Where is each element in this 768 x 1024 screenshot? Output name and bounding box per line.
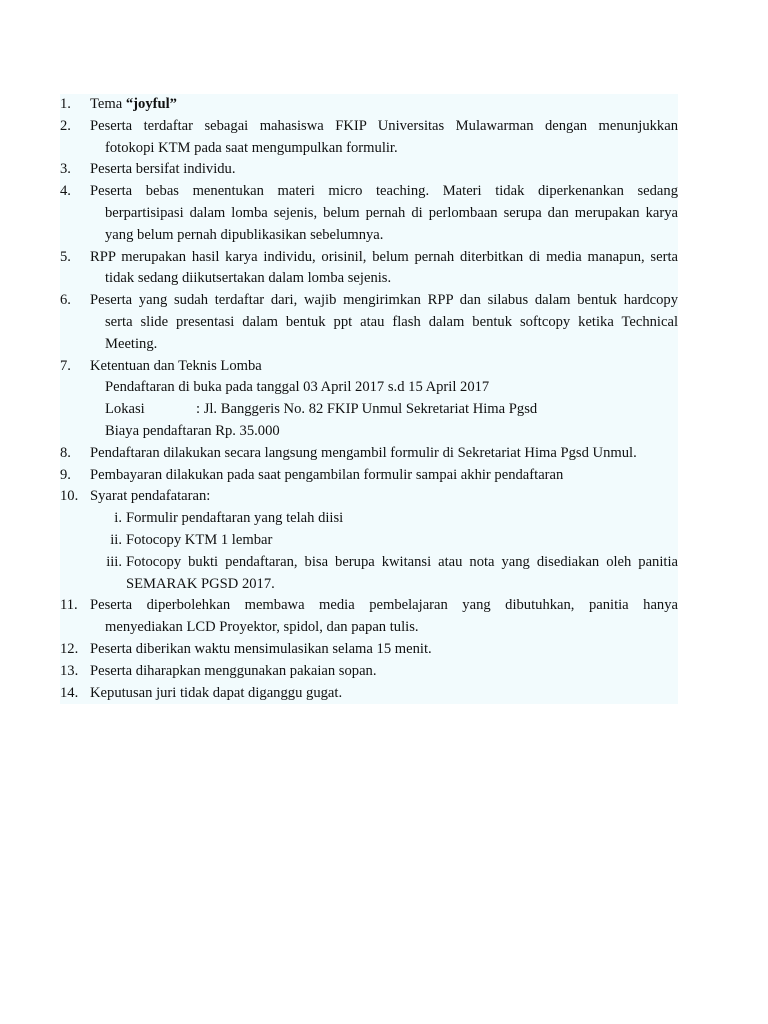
list-item-11 [60, 595, 678, 639]
item-number: 1. [60, 96, 71, 112]
list-item-1 [60, 94, 678, 116]
list-item-9 [60, 465, 678, 487]
list-item-14 [60, 683, 678, 705]
item-text: Peserta terdaftar sebagai mahasiswa FKIP Universitas Mulawarman dengan menunjukkan [90, 117, 678, 134]
registration-fee: Biaya pendaftaran Rp. 35.000 [105, 422, 280, 439]
item-number: 8. [60, 444, 71, 461]
list-item-5 [60, 247, 678, 291]
sub-item-number: i. [114, 510, 122, 527]
list-item-12 [60, 639, 678, 661]
list-item-2 [60, 116, 678, 160]
sub-item-text: Formulir pendaftaran yang telah diisi [126, 510, 344, 527]
item-text-continued: berpartisipasi dalam lomba sejenis, belum pernah di perlombaan serupa dan merupakan karya [105, 204, 678, 221]
list-item-4 [60, 181, 678, 246]
item-number: 10. [60, 488, 79, 505]
item-text-continued: tidak sedang diikutsertakan dalam lomba sejenis. [105, 270, 392, 287]
item-number: 14. [60, 684, 79, 701]
item-number: 5. [60, 248, 71, 265]
sub-item-number: ii. [110, 531, 122, 548]
list-item-13 [60, 661, 678, 683]
item-number: 9. [60, 466, 71, 483]
item-text-continued: Meeting. [105, 335, 158, 352]
item-number: 4. [60, 183, 71, 200]
item-number: 6. [60, 292, 71, 309]
theme-name: “joyful” [125, 96, 177, 112]
sub-item-text: Fotocopy bukti pendaftaran, bisa berupa kwitansi atau nota yang disediakan oleh panitia [126, 553, 678, 570]
rules-list [60, 94, 678, 704]
item-text-continued: menyediakan LCD Proyektor, spidol, dan papan tulis. [105, 619, 419, 636]
list-item-6 [60, 290, 678, 355]
registration-period: Pendaftaran di buka pada tanggal 03 April 2017 s.d 15 April 2017 [105, 379, 490, 396]
item-text: Peserta diberikan waktu mensimulasikan selama 15 menit. [90, 640, 432, 657]
item-number: 12. [60, 640, 79, 657]
item-number: 11. [60, 597, 78, 614]
item-text: RPP merupakan hasil karya individu, orisinil, belum pernah diterbitkan di media manapun, serta [90, 248, 678, 265]
item-text: Peserta yang sudah terdaftar dari, wajib mengirimkan RPP dan silabus dalam bentuk hardcopy [90, 292, 678, 309]
item-number: 13. [60, 662, 79, 679]
item-text: Tema [90, 96, 126, 112]
sub-list-item-iii [60, 552, 678, 596]
item-number: 3. [60, 161, 71, 178]
item-number: 7. [60, 357, 71, 374]
item-text: Peserta diharapkan menggunakan pakaian sopan. [90, 662, 377, 679]
item-text: Pendaftaran dilakukan secara langsung mengambil formulir di Sekretariat Hima Pgsd Unmul. [90, 444, 637, 461]
item-text: Peserta diperbolehkan membawa media pembelajaran yang dibutuhkan, panitia hanya [90, 597, 678, 614]
sub-list-item-i [60, 508, 678, 530]
item-number: 2. [60, 117, 71, 134]
list-item-8 [60, 443, 678, 465]
sub-item-text-continued: SEMARAK PGSD 2017. [126, 575, 275, 592]
item-text: Ketentuan dan Teknis Lomba [90, 357, 262, 374]
item-text: Pembayaran dilakukan pada saat pengambilan formulir sampai akhir pendaftaran [90, 466, 564, 483]
location-label: Lokasi [105, 401, 145, 418]
item-text-continued: yang belum pernah dipublikasikan sebelumnya. [105, 226, 384, 243]
location-value: : Jl. Banggeris No. 82 FKIP Unmul Sekretariat Hima Pgsd [196, 401, 538, 418]
sub-list-item-ii [60, 530, 678, 552]
item-text: Keputusan juri tidak dapat diganggu gugat. [90, 684, 343, 701]
sub-item-number: iii. [106, 553, 122, 570]
list-item-7 [60, 356, 678, 378]
item-text-continued: serta slide presentasi dalam bentuk ppt atau flash dalam bentuk softcopy ketika Technical [105, 313, 678, 330]
item-text: Peserta bebas menentukan materi micro teaching. Materi tidak diperkenankan sedang [90, 183, 678, 200]
item-text: Syarat pendafataran: [90, 488, 211, 505]
location-row [60, 399, 678, 421]
item-text-continued: fotokopi KTM pada saat mengumpulkan formulir. [105, 139, 398, 156]
list-item-10 [60, 486, 678, 508]
item-text: Peserta bersifat individu. [90, 161, 236, 178]
sub-item-text: Fotocopy KTM 1 lembar [126, 531, 273, 548]
list-item-3 [60, 159, 678, 181]
